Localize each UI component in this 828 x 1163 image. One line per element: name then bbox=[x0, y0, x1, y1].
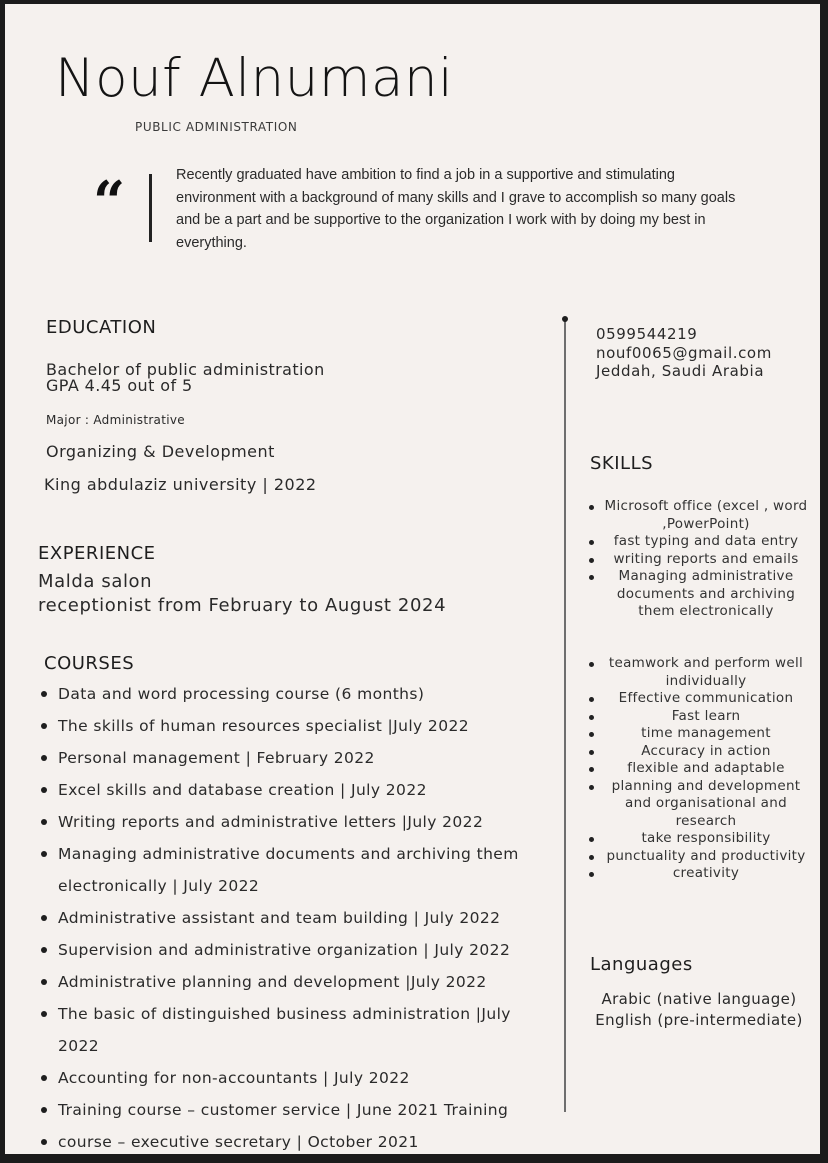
bullet-icon bbox=[589, 662, 594, 667]
bullet-icon bbox=[41, 915, 47, 921]
course-item: Training course – customer service | June 2021 Training bbox=[41, 1094, 551, 1126]
course-item: Excel skills and database creation | July 2022 bbox=[41, 774, 551, 806]
skill-item: Microsoft office (excel , word ,PowerPoint) bbox=[585, 498, 813, 533]
bullet-icon bbox=[589, 750, 594, 755]
bullet-icon bbox=[589, 575, 594, 580]
education-university: King abdulaziz university | 2022 bbox=[44, 475, 317, 494]
contact-location: Jeddah, Saudi Arabia bbox=[596, 362, 765, 380]
bullet-icon bbox=[589, 715, 594, 720]
bullet-icon bbox=[589, 558, 594, 563]
contact-phone: 0599544219 bbox=[596, 325, 698, 343]
skill-item: fast typing and data entry bbox=[585, 533, 813, 551]
experience-company: Malda salon bbox=[38, 571, 153, 592]
contact-email: nouf0065@gmail.com bbox=[596, 344, 772, 362]
experience-role: receptionist from February to August 2024 bbox=[38, 595, 447, 616]
skill-item: Managing administrative documents and archiving them electronically bbox=[585, 568, 813, 621]
course-item: Administrative planning and development |July 2022 bbox=[41, 966, 551, 998]
bullet-icon bbox=[41, 1107, 47, 1113]
divider-dot-icon bbox=[562, 316, 568, 322]
course-item: Supervision and administrative organization | July 2022 bbox=[41, 934, 551, 966]
education-degree bbox=[46, 362, 325, 394]
bullet-icon bbox=[41, 691, 47, 697]
bullet-icon bbox=[41, 723, 47, 729]
courses-list bbox=[41, 678, 551, 1154]
bullet-icon bbox=[589, 872, 594, 877]
bullet-icon bbox=[589, 697, 594, 702]
bullet-icon bbox=[41, 1011, 47, 1017]
course-item: course – executive secretary | October 2021 bbox=[41, 1126, 551, 1154]
bullet-icon bbox=[41, 851, 47, 857]
skill-item: punctuality and productivity bbox=[585, 848, 813, 866]
bullet-icon bbox=[41, 755, 47, 761]
course-item: Managing administrative documents and archiving them electronically | July 2022 bbox=[41, 838, 551, 902]
bullet-icon bbox=[41, 947, 47, 953]
bullet-icon bbox=[589, 540, 594, 545]
profile-summary: Recently graduated have ambition to find a job in a supportive and stimulating environment with a background of many skills and I grave to accomplish so many goals and be a part and be supportive to the organization I work with by doing my best in everything. bbox=[176, 167, 736, 251]
education-field: Organizing & Development bbox=[46, 442, 275, 461]
bullet-icon bbox=[41, 979, 47, 985]
skill-item: planning and development and organisational and research bbox=[585, 778, 813, 831]
skill-item: creativity bbox=[585, 865, 813, 883]
skill-item: writing reports and emails bbox=[585, 551, 813, 569]
bullet-icon bbox=[589, 785, 594, 790]
course-item: The skills of human resources specialist |July 2022 bbox=[41, 710, 551, 742]
education-heading: EDUCATION bbox=[46, 317, 157, 338]
candidate-name: Nouf Alnumani bbox=[55, 48, 454, 109]
bullet-icon bbox=[41, 787, 47, 793]
candidate-title: PUBLIC ADMINISTRATION bbox=[135, 120, 298, 134]
skill-item: teamwork and perform well individually bbox=[585, 655, 813, 690]
resume-page bbox=[5, 4, 820, 1154]
degree-gpa: GPA 4.45 out of 5 bbox=[46, 376, 193, 395]
course-item: Administrative assistant and team building | July 2022 bbox=[41, 902, 551, 934]
quote-divider bbox=[149, 174, 152, 242]
course-item: Personal management | February 2022 bbox=[41, 742, 551, 774]
course-item: Accounting for non-accountants | July 2022 bbox=[41, 1062, 551, 1094]
bullet-icon bbox=[41, 1139, 47, 1145]
skill-item: time management bbox=[585, 725, 813, 743]
course-item: Writing reports and administrative letters |July 2022 bbox=[41, 806, 551, 838]
education-major: Major : Administrative bbox=[46, 413, 185, 427]
bullet-icon bbox=[589, 505, 594, 510]
skill-item: Fast learn bbox=[585, 708, 813, 726]
course-item: The basic of distinguished business administration |July 2022 bbox=[41, 998, 551, 1062]
skills-heading: SKILLS bbox=[590, 453, 654, 474]
bullet-icon bbox=[589, 837, 594, 842]
bullet-icon bbox=[589, 767, 594, 772]
skill-item: take responsibility bbox=[585, 830, 813, 848]
bullet-icon bbox=[589, 732, 594, 737]
degree-name: Bachelor of public administration bbox=[46, 360, 325, 379]
languages-heading: Languages bbox=[590, 954, 693, 975]
bullet-icon bbox=[41, 1075, 47, 1081]
quote-open-icon: “ bbox=[93, 169, 126, 235]
courses-heading: COURSES bbox=[44, 653, 135, 674]
skill-item: Effective communication bbox=[585, 690, 813, 708]
skills-list-soft bbox=[585, 655, 813, 883]
bullet-icon bbox=[41, 819, 47, 825]
course-item: Data and word processing course (6 months) bbox=[41, 678, 551, 710]
bullet-icon bbox=[589, 855, 594, 860]
skills-list-technical bbox=[585, 498, 813, 621]
language-item: English (pre-intermediate) bbox=[595, 1011, 803, 1029]
skill-item: Accuracy in action bbox=[585, 743, 813, 761]
column-divider bbox=[564, 319, 566, 1112]
experience-heading: EXPERIENCE bbox=[38, 543, 156, 564]
language-item: Arabic (native language) bbox=[601, 990, 797, 1008]
skill-item: flexible and adaptable bbox=[585, 760, 813, 778]
